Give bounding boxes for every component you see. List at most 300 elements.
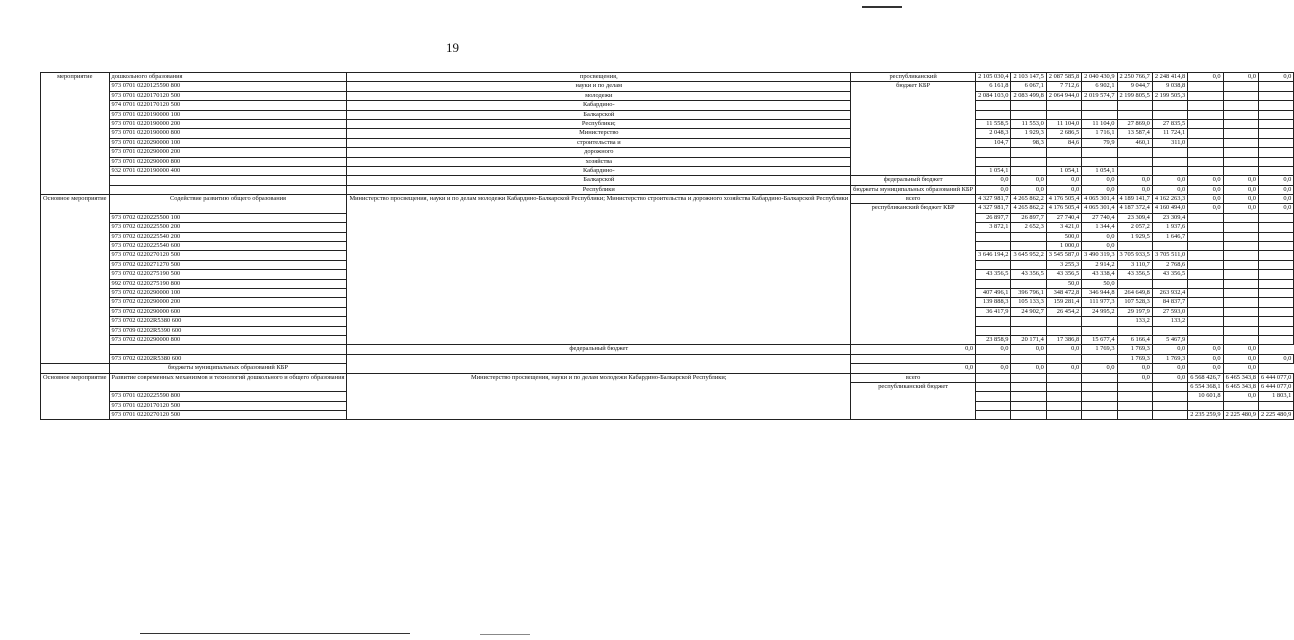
value-cell: 0,0	[1117, 373, 1152, 382]
value-cell: 0,0	[1223, 392, 1258, 401]
value-cell: 6 465 343,8	[1223, 382, 1258, 391]
value-cell	[1188, 270, 1223, 279]
value-cell	[1082, 326, 1117, 335]
value-cell	[1117, 101, 1152, 110]
value-cell	[1082, 411, 1117, 420]
value-cell: 0,0	[1117, 185, 1152, 194]
value-cell: 0,0	[1258, 195, 1293, 204]
value-cell: 26 454,2	[1046, 307, 1081, 316]
value-cell	[1258, 82, 1293, 91]
value-cell	[1258, 166, 1293, 175]
value-cell	[1011, 401, 1046, 410]
value-cell	[1152, 392, 1187, 401]
value-cell: 6 568 426,7	[1188, 373, 1223, 382]
value-cell	[1117, 148, 1152, 157]
table-row	[41, 166, 1294, 175]
value-cell	[1082, 157, 1117, 166]
value-cell: 0,0	[1082, 185, 1117, 194]
budget-code-cell: 973 0701 0220190000 100	[109, 110, 347, 119]
value-cell: 6 554 368,1	[1188, 382, 1223, 391]
value-cell	[1223, 307, 1258, 316]
value-cell: 1 769,3	[1117, 354, 1152, 363]
value-cell: 9 038,8	[1152, 82, 1187, 91]
value-cell	[1188, 138, 1223, 147]
value-cell: 0,0	[1082, 176, 1117, 185]
budget-code-cell: 973 0702 0220275190 500	[109, 270, 347, 279]
value-cell: 4 265 862,2	[1011, 204, 1046, 213]
value-cell: 4 189 141,7	[1117, 195, 1152, 204]
budget-code-cell: дошкольного образования	[109, 73, 347, 82]
value-cell	[1011, 373, 1046, 382]
value-cell	[1258, 101, 1293, 110]
source-cell: республиканский бюджет КБР	[851, 204, 976, 345]
budget-code-cell: 973 0701 0220290000 100	[109, 138, 347, 147]
value-cell	[1188, 251, 1223, 260]
value-cell: 4 162 263,3	[1152, 195, 1187, 204]
value-cell	[1117, 411, 1152, 420]
value-cell: 36 417,9	[976, 307, 1011, 316]
value-cell: 6 166,4	[1117, 335, 1152, 344]
activity-type-cell: Основное мероприятие	[41, 195, 110, 364]
value-cell: 4 265 862,2	[1011, 195, 1046, 204]
value-cell: 2 250 766,7	[1117, 73, 1152, 82]
value-cell: 407 496,1	[976, 288, 1011, 297]
value-cell	[1188, 157, 1223, 166]
value-cell	[1258, 401, 1293, 410]
executor-cell: хозяйства	[347, 157, 851, 166]
table-row	[41, 101, 1294, 110]
value-cell: 2 914,2	[1082, 260, 1117, 269]
value-cell	[1011, 242, 1046, 251]
value-cell: 0,0	[1223, 195, 1258, 204]
value-cell: 2 105 030,4	[976, 73, 1011, 82]
value-cell: 0,0	[1188, 73, 1223, 82]
value-cell: 1 769,3	[1152, 354, 1187, 363]
value-cell: 11 104,0	[1082, 119, 1117, 128]
value-cell	[1258, 223, 1293, 232]
value-cell: 0,0	[1011, 176, 1046, 185]
activity-type-cell: мероприятие	[41, 73, 110, 195]
executor-cell: Кабардино-	[347, 166, 851, 175]
value-cell: 2 225 480,9	[1258, 411, 1293, 420]
value-cell: 4 160 494,0	[1152, 204, 1187, 213]
value-cell	[1188, 82, 1223, 91]
value-cell	[1152, 382, 1187, 391]
budget-code-cell: 973 0702 0220225540 600	[109, 242, 347, 251]
value-cell: 0,0	[1188, 204, 1223, 213]
value-cell	[1258, 307, 1293, 316]
value-cell: 1 344,4	[1082, 223, 1117, 232]
value-cell: 98,3	[1011, 138, 1046, 147]
value-cell: 26 897,7	[1011, 213, 1046, 222]
value-cell	[1188, 119, 1223, 128]
budget-code-cell: 974 0701 0220170120 500	[109, 101, 347, 110]
value-cell: 0,0	[1223, 354, 1258, 363]
value-cell	[1188, 335, 1223, 344]
value-cell: 0,0	[1082, 364, 1117, 373]
value-cell: 2 103 147,5	[1011, 73, 1046, 82]
value-cell	[976, 401, 1011, 410]
value-cell	[1188, 213, 1223, 222]
executor-cell: Министерство просвещения, науки и по делам молодежи Кабардино-Балкарской Республики;	[347, 373, 851, 420]
value-cell: 2 087 585,8	[1046, 73, 1081, 82]
value-cell	[1258, 91, 1293, 100]
budget-code-cell: 973 0702 0220290000 200	[109, 298, 347, 307]
executor-cell: Министерство	[347, 129, 851, 138]
value-cell: 0,0	[976, 176, 1011, 185]
value-cell: 11 553,0	[1011, 119, 1046, 128]
value-cell	[1011, 382, 1046, 391]
value-cell	[1223, 110, 1258, 119]
value-cell	[1258, 157, 1293, 166]
value-cell: 104,7	[976, 138, 1011, 147]
value-cell	[1011, 279, 1046, 288]
value-cell: 0,0	[851, 345, 976, 354]
table-row	[41, 157, 1294, 166]
table-row	[41, 373, 1294, 382]
value-cell	[1188, 401, 1223, 410]
value-cell: 1 769,3	[1117, 345, 1152, 354]
value-cell: 0,0	[1011, 364, 1046, 373]
value-cell: 6 067,1	[1011, 82, 1046, 91]
value-cell: 23 309,4	[1117, 213, 1152, 222]
value-cell: 0,0	[1258, 73, 1293, 82]
value-cell	[1117, 166, 1152, 175]
value-cell: 133,2	[1117, 317, 1152, 326]
value-cell	[1011, 157, 1046, 166]
value-cell: 2 199 505,3	[1152, 91, 1187, 100]
value-cell: 0,0	[1223, 185, 1258, 194]
value-cell: 1 646,7	[1152, 232, 1187, 241]
value-cell	[1223, 148, 1258, 157]
table-row	[41, 195, 1294, 204]
value-cell	[1223, 157, 1258, 166]
source-cell: федеральный бюджет	[347, 345, 851, 354]
value-cell: 107 528,3	[1117, 298, 1152, 307]
value-cell	[1258, 251, 1293, 260]
value-cell: 0,0	[1152, 364, 1187, 373]
value-cell	[1258, 138, 1293, 147]
value-cell	[1082, 110, 1117, 119]
value-cell	[1117, 382, 1152, 391]
value-cell: 4 327 981,7	[976, 195, 1011, 204]
value-cell	[1046, 382, 1081, 391]
value-cell: 1 000,0	[1046, 242, 1081, 251]
value-cell: 43 356,5	[1152, 270, 1187, 279]
value-cell: 4 327 981,7	[976, 204, 1011, 213]
value-cell	[1223, 166, 1258, 175]
value-cell	[1188, 317, 1223, 326]
value-cell: 0,0	[976, 345, 1011, 354]
value-cell	[1082, 382, 1117, 391]
value-cell: 43 356,5	[1011, 270, 1046, 279]
value-cell: 15 677,4	[1082, 335, 1117, 344]
value-cell: 2 686,5	[1046, 129, 1081, 138]
executor-cell: Балкарской	[347, 176, 851, 185]
value-cell: 105 133,3	[1011, 298, 1046, 307]
value-cell: 0,0	[1223, 73, 1258, 82]
value-cell: 2 235 259,9	[1188, 411, 1223, 420]
value-cell: 111 977,3	[1082, 298, 1117, 307]
source-cell: бюджеты муниципальных образований КБР	[109, 364, 347, 373]
value-cell: 1 054,1	[1046, 166, 1081, 175]
budget-code-cell: 973 0701 0220170120 500	[109, 401, 347, 410]
executor-cell: Кабардино-	[347, 101, 851, 110]
value-cell	[1046, 326, 1081, 335]
value-cell	[1117, 157, 1152, 166]
value-cell	[1188, 279, 1223, 288]
value-cell	[976, 411, 1011, 420]
budget-code-cell: 973 0701 0220190000 200	[109, 119, 347, 128]
value-cell	[1223, 326, 1258, 335]
value-cell: 84,6	[1046, 138, 1081, 147]
value-cell	[1258, 335, 1293, 344]
budget-code-cell	[109, 345, 347, 354]
value-cell: 159 281,4	[1046, 298, 1081, 307]
value-cell: 1 937,6	[1152, 223, 1187, 232]
value-cell: 0,0	[1152, 345, 1187, 354]
table-row	[41, 185, 1294, 194]
executor-cell: Министерство просвещения, науки и по делам молодежи Кабардино-Балкарской Республики; Министерство строительства и дорожного хозяйства Кабардино-Балкарской Республики	[347, 195, 851, 345]
value-cell: 3 872,1	[976, 223, 1011, 232]
value-cell: 50,0	[1046, 279, 1081, 288]
value-cell	[1152, 411, 1187, 420]
activity-title-cell: Развитие современных механизмов и технологий дошкольного и общего образования	[109, 373, 347, 392]
value-cell: 6 465 343,8	[1223, 373, 1258, 382]
value-cell	[1152, 166, 1187, 175]
value-cell: 79,9	[1082, 138, 1117, 147]
value-cell	[1188, 242, 1223, 251]
value-cell: 2 225 480,9	[1223, 411, 1258, 420]
value-cell	[1258, 326, 1293, 335]
value-cell: 3 421,0	[1046, 223, 1081, 232]
value-cell	[976, 260, 1011, 269]
value-cell: 24 902,7	[1011, 307, 1046, 316]
budget-code-cell: 973 0702 0220225500 200	[109, 223, 347, 232]
value-cell	[1258, 242, 1293, 251]
value-cell	[1223, 138, 1258, 147]
value-cell	[1046, 373, 1081, 382]
value-cell	[1188, 101, 1223, 110]
executor-cell: молодежи	[347, 91, 851, 100]
value-cell	[1188, 148, 1223, 157]
budget-table	[40, 72, 1294, 420]
value-cell	[1188, 223, 1223, 232]
value-cell: 0,0	[1188, 364, 1223, 373]
activity-type-cell: Основное мероприятие	[41, 373, 110, 420]
value-cell	[1188, 232, 1223, 241]
value-cell	[1011, 317, 1046, 326]
value-cell	[1046, 392, 1081, 401]
value-cell	[976, 373, 1011, 382]
value-cell: 0,0	[1258, 185, 1293, 194]
table-row	[41, 345, 1294, 354]
value-cell: 311,0	[1152, 138, 1187, 147]
budget-code-cell	[41, 364, 110, 373]
value-cell	[1258, 298, 1293, 307]
value-cell	[1152, 148, 1187, 157]
value-cell: 0,0	[1258, 354, 1293, 363]
value-cell: 1 803,1	[1258, 392, 1293, 401]
value-cell: 1 769,3	[1082, 345, 1117, 354]
budget-code-cell: 973 0701 0220190000 800	[109, 129, 347, 138]
value-cell: 0,0	[1258, 204, 1293, 213]
value-cell: 1 716,1	[1082, 129, 1117, 138]
value-cell: 17 386,8	[1046, 335, 1081, 344]
table-row	[41, 354, 1294, 363]
executor-cell: науки и по делам	[347, 82, 851, 91]
value-cell: 0,0	[1223, 345, 1258, 354]
value-cell	[1046, 101, 1081, 110]
value-cell	[1011, 166, 1046, 175]
executor-cell	[347, 354, 851, 373]
value-cell	[1223, 270, 1258, 279]
value-cell: 43 356,5	[976, 270, 1011, 279]
value-cell: 4 187 372,4	[1117, 204, 1152, 213]
budget-code-cell: 973 0702 0220290000 600	[109, 307, 347, 316]
value-cell: 11 558,5	[976, 119, 1011, 128]
value-cell: 0,0	[1188, 195, 1223, 204]
value-cell	[1223, 317, 1258, 326]
value-cell: 9 044,7	[1117, 82, 1152, 91]
value-cell	[1011, 354, 1046, 363]
group-1	[41, 73, 1294, 195]
value-cell	[1082, 148, 1117, 157]
source-cell: федеральный бюджет	[851, 176, 976, 185]
value-cell: 50,0	[1082, 279, 1117, 288]
value-cell	[1082, 101, 1117, 110]
page-number: 19	[446, 40, 459, 55]
corner-mark	[862, 6, 902, 8]
value-cell: 0,0	[851, 364, 976, 373]
value-cell	[1117, 392, 1152, 401]
value-cell	[1152, 101, 1187, 110]
value-cell: 500,0	[1046, 232, 1081, 241]
table-row	[41, 110, 1294, 119]
value-cell	[1223, 91, 1258, 100]
value-cell	[1011, 148, 1046, 157]
value-cell	[1258, 213, 1293, 222]
value-cell: 11 724,1	[1152, 129, 1187, 138]
table-row	[41, 148, 1294, 157]
group-2	[41, 195, 1294, 373]
table-row	[41, 176, 1294, 185]
value-cell: 2 057,2	[1117, 223, 1152, 232]
value-cell	[1223, 401, 1258, 410]
budget-code-cell: 973 0702 0220290000 100	[109, 288, 347, 297]
budget-code-cell	[109, 176, 347, 185]
value-cell	[1188, 298, 1223, 307]
budget-code-cell: 932 0701 0220190000 400	[109, 166, 347, 175]
value-cell	[1258, 260, 1293, 269]
value-cell: 264 649,8	[1117, 288, 1152, 297]
source-cell	[851, 354, 976, 363]
value-cell: 0,0	[1046, 185, 1081, 194]
value-cell: 0,0	[1046, 364, 1081, 373]
value-cell: 0,0	[1223, 364, 1258, 373]
source-cell: всего	[851, 373, 976, 382]
value-cell: 27 593,0	[1152, 307, 1187, 316]
value-cell: 3 645 952,2	[1011, 251, 1046, 260]
value-cell: 20 171,4	[1011, 335, 1046, 344]
value-cell: 5 467,9	[1152, 335, 1187, 344]
value-cell: 2 083 499,8	[1011, 91, 1046, 100]
value-cell	[1046, 148, 1081, 157]
budget-code-cell: 973 0701 0220125590 800	[109, 82, 347, 91]
value-cell	[1223, 288, 1258, 297]
budget-code-cell: 973 0702 0220270120 500	[109, 251, 347, 260]
value-cell	[1223, 129, 1258, 138]
value-cell	[1152, 157, 1187, 166]
value-cell: 3 705 933,5	[1117, 251, 1152, 260]
value-cell	[1258, 279, 1293, 288]
value-cell: 11 104,0	[1046, 119, 1081, 128]
value-cell: 0,0	[1152, 185, 1187, 194]
value-cell: 0,0	[1188, 345, 1223, 354]
value-cell	[976, 392, 1011, 401]
value-cell: 27 740,4	[1082, 213, 1117, 222]
budget-code-cell	[109, 185, 347, 194]
footer-rule-short	[480, 634, 530, 635]
executor-cell: просвещения,	[347, 73, 851, 82]
value-cell: 2 248 414,8	[1152, 73, 1187, 82]
value-cell: 4 176 505,4	[1046, 195, 1081, 204]
value-cell: 0,0	[1188, 354, 1223, 363]
value-cell: 0,0	[1011, 345, 1046, 354]
value-cell: 0,0	[1223, 176, 1258, 185]
value-cell: 84 837,7	[1152, 298, 1187, 307]
value-cell	[976, 317, 1011, 326]
value-cell	[976, 148, 1011, 157]
value-cell	[1117, 110, 1152, 119]
budget-code-cell: 973 0701 0220290000 200	[109, 148, 347, 157]
value-cell: 0,0	[1188, 185, 1223, 194]
value-cell	[1258, 110, 1293, 119]
value-cell	[1046, 401, 1081, 410]
value-cell	[1152, 242, 1187, 251]
value-cell: 3 705 511,0	[1152, 251, 1187, 260]
budget-code-cell: 973 0702 02202R5380 600	[109, 354, 347, 363]
value-cell: 346 944,8	[1082, 288, 1117, 297]
value-cell	[1223, 101, 1258, 110]
value-cell: 23 858,9	[976, 335, 1011, 344]
budget-code-cell: 973 0701 0220290000 800	[109, 157, 347, 166]
table-row	[41, 73, 1294, 82]
budget-code-cell: 973 0702 0220225540 200	[109, 232, 347, 241]
value-cell: 3 110,7	[1117, 260, 1152, 269]
value-cell	[1258, 119, 1293, 128]
value-cell	[1258, 148, 1293, 157]
value-cell	[1152, 401, 1187, 410]
value-cell: 0,0	[1011, 185, 1046, 194]
value-cell	[1188, 166, 1223, 175]
value-cell	[1152, 326, 1187, 335]
value-cell: 3 490 319,3	[1082, 251, 1117, 260]
value-cell: 2 048,3	[976, 129, 1011, 138]
value-cell: 24 995,2	[1082, 307, 1117, 316]
value-cell	[1082, 392, 1117, 401]
table-row	[41, 82, 1294, 91]
value-cell	[1046, 354, 1081, 363]
group-3	[41, 373, 1294, 420]
value-cell	[1152, 279, 1187, 288]
value-cell	[1223, 335, 1258, 344]
value-cell	[1223, 242, 1258, 251]
value-cell	[976, 157, 1011, 166]
value-cell: 348 472,8	[1046, 288, 1081, 297]
value-cell: 1 929,5	[1117, 232, 1152, 241]
value-cell: 139 888,3	[976, 298, 1011, 307]
